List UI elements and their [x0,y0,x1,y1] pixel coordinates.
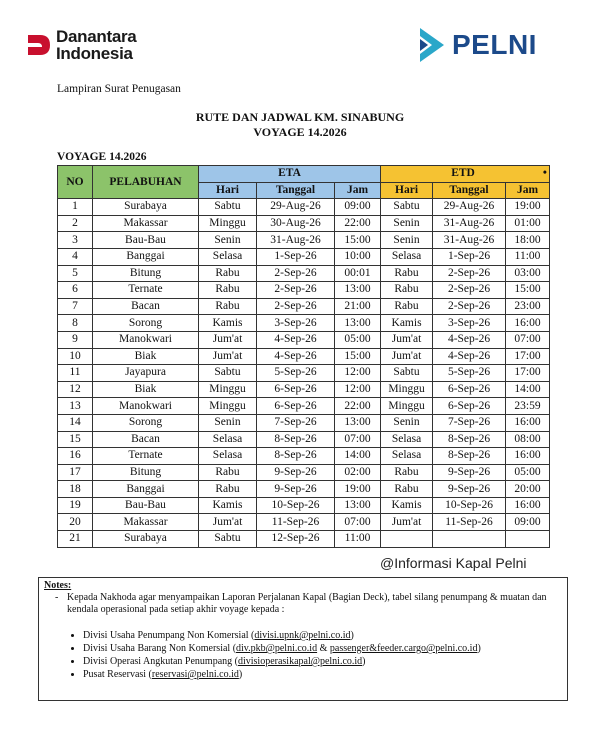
header-etd-tanggal: Tanggal [433,182,506,199]
cell-etd-time [506,531,550,548]
email-link[interactable]: div.pkb@pelni.co.id [236,643,318,654]
cell-port: Banggai [93,248,199,265]
table-voyage-label: VOYAGE 14.2026 [57,151,147,163]
cell-port: Bitung [93,265,199,282]
cell-eta-date: 30-Aug-26 [257,215,335,232]
cell-eta-day: Minggu [199,215,257,232]
cell-etd-day: Jum'at [381,348,433,365]
cell-no: 8 [58,315,93,332]
cell-etd-date: 9-Sep-26 [433,481,506,498]
cell-no: 6 [58,282,93,299]
notes-item [83,669,553,681]
cell-no: 12 [58,381,93,398]
cell-no: 7 [58,298,93,315]
cell-etd-time: 23:00 [506,298,550,315]
header-no: NO [58,166,93,199]
cell-etd-date: 31-Aug-26 [433,232,506,249]
cell-eta-day: Senin [199,414,257,431]
cell-no: 1 [58,199,93,216]
cell-etd-date: 8-Sep-26 [433,431,506,448]
table-row [58,265,550,282]
table-row [58,298,550,315]
notes-item-text: Divisi Operasi Angkutan Penumpang ( [83,656,238,667]
notes-item-end: ) [238,669,243,680]
table-row [58,232,550,249]
cell-no: 21 [58,531,93,548]
notes-item [83,643,553,655]
cell-etd-date: 2-Sep-26 [433,282,506,299]
cell-eta-time: 13:00 [335,497,381,514]
cell-etd-time: 03:00 [506,265,550,282]
header-eta-hari: Hari [199,182,257,199]
cell-eta-date: 7-Sep-26 [257,414,335,431]
notes-item-join: & [317,643,330,654]
pelni-logo-icon [418,26,446,64]
email-link[interactable]: reservasi@pelni.co.id [151,669,239,680]
cell-eta-time: 07:00 [335,431,381,448]
cell-etd-time: 16:00 [506,414,550,431]
document-title: RUTE DAN JADWAL KM. SINABUNG [195,110,405,124]
cell-etd-day: Rabu [381,464,433,481]
table-row [58,448,550,465]
cell-etd-date: 4-Sep-26 [433,331,506,348]
cell-etd-day: Senin [381,215,433,232]
cell-etd-day: Minggu [381,381,433,398]
notes-item [83,656,553,668]
cell-eta-time: 15:00 [335,232,381,249]
cell-eta-date: 2-Sep-26 [257,298,335,315]
cell-eta-time: 22:00 [335,398,381,415]
cell-etd-time: 16:00 [506,497,550,514]
cell-no: 2 [58,215,93,232]
cell-no: 15 [58,431,93,448]
table-row [58,381,550,398]
cell-etd-day: Sabtu [381,199,433,216]
cell-eta-day: Kamis [199,497,257,514]
cell-etd-day: Rabu [381,282,433,299]
document-subtitle: VOYAGE 14.2026 [253,125,347,139]
cell-eta-day: Minggu [199,398,257,415]
danantara-logo-icon [26,31,52,59]
cell-etd-time: 20:00 [506,481,550,498]
table-row [58,199,550,216]
header-etd [381,166,550,183]
cell-etd-date: 1-Sep-26 [433,248,506,265]
table-row [58,431,550,448]
header-etd-jam: Jam [506,182,550,199]
table-row [58,398,550,415]
cell-eta-day: Kamis [199,315,257,332]
cell-eta-time: 12:00 [335,381,381,398]
cell-eta-time: 11:00 [335,531,381,548]
header-eta: ETA [199,166,381,183]
cell-port: Sorong [93,414,199,431]
pelni-logo-text: PELNI [452,29,537,60]
schedule-table [57,165,550,548]
cell-port: Jayapura [93,365,199,382]
cell-eta-time: 14:00 [335,448,381,465]
cell-no: 11 [58,365,93,382]
cell-port: Ternate [93,448,199,465]
cell-no: 10 [58,348,93,365]
cell-port: Sorong [93,315,199,332]
cell-etd-date: 10-Sep-26 [433,497,506,514]
cell-eta-day: Rabu [199,464,257,481]
cell-etd-day: Senin [381,232,433,249]
cell-etd-time: 18:00 [506,232,550,249]
cell-eta-date: 31-Aug-26 [257,232,335,249]
cell-eta-date: 9-Sep-26 [257,464,335,481]
cell-eta-date: 6-Sep-26 [257,381,335,398]
cell-eta-day: Rabu [199,298,257,315]
notes-item-text: Divisi Usaha Barang Non Komersial ( [83,643,237,654]
cell-etd-date: 2-Sep-26 [433,265,506,282]
cell-eta-day: Sabtu [199,365,257,382]
cell-eta-day: Selasa [199,448,257,465]
table-row [58,514,550,531]
cell-port: Bau-Bau [93,497,199,514]
table-row [58,531,550,548]
cell-etd-day: Sabtu [381,365,433,382]
cell-etd-date: 11-Sep-26 [433,514,506,531]
cell-etd-day: Kamis [381,315,433,332]
cell-eta-date: 1-Sep-26 [257,248,335,265]
cell-etd-day: Rabu [381,265,433,282]
table-row [58,365,550,382]
cell-eta-day: Jum'at [199,348,257,365]
cell-eta-day: Selasa [199,248,257,265]
danantara-logo [26,28,136,62]
cell-no: 5 [58,265,93,282]
notes-item-end: ) [477,643,481,654]
cell-eta-time: 19:00 [335,481,381,498]
notes-box [38,577,568,701]
cell-eta-time: 13:00 [335,315,381,332]
cell-etd-time: 16:00 [506,315,550,332]
cell-eta-date: 3-Sep-26 [257,315,335,332]
cell-eta-time: 00:01 [335,265,381,282]
cell-port: Manokwari [93,398,199,415]
cell-eta-date: 9-Sep-26 [257,481,335,498]
cell-eta-time: 07:00 [335,514,381,531]
cell-no: 19 [58,497,93,514]
cell-no: 3 [58,232,93,249]
cell-eta-day: Jum'at [199,331,257,348]
cell-etd-date: 31-Aug-26 [433,215,506,232]
cell-port: Surabaya [93,531,199,548]
table-row [58,215,550,232]
cell-port: Ternate [93,282,199,299]
schedule-table-body [58,199,550,547]
cell-etd-date: 5-Sep-26 [433,365,506,382]
watermark: @Informasi Kapal Pelni [380,555,527,571]
cell-etd-date: 8-Sep-26 [433,448,506,465]
cell-port: Banggai [93,481,199,498]
pelni-logo [418,26,537,64]
cell-eta-time: 22:00 [335,215,381,232]
notes-intro: - Kepada Nakhoda agar menyampaikan Laporan Perjalanan Kapal (Bagian Deck), tabel silang penumpang & muatan dan kendala operasional pada setiap akhir voyage kepada : [55,592,547,615]
cell-port: Surabaya [93,199,199,216]
cell-etd-day: Selasa [381,448,433,465]
cell-eta-date: 12-Sep-26 [257,531,335,548]
cell-port: Bau-Bau [93,232,199,249]
cell-port: Bacan [93,431,199,448]
notes-intro-text: Kepada Nakhoda agar menyampaikan Laporan Perjalanan Kapal (Bagian Deck), tabel silang penumpang & muatan dan kendala operasional pada setiap akhir voyage kepada : [67,592,547,615]
cell-eta-time: 15:00 [335,348,381,365]
cell-etd-time: 16:00 [506,448,550,465]
header-etd-hari: Hari [381,182,433,199]
cell-etd-time: 19:00 [506,199,550,216]
table-row [58,414,550,431]
cell-port: Bitung [93,464,199,481]
cell-eta-day: Minggu [199,381,257,398]
cell-etd-date: 7-Sep-26 [433,414,506,431]
cell-port: Biak [93,381,199,398]
notes-item-end: ) [362,656,366,667]
cell-eta-time: 09:00 [335,199,381,216]
cell-eta-date: 8-Sep-26 [257,448,335,465]
cell-eta-day: Sabtu [199,199,257,216]
cell-eta-time: 02:00 [335,464,381,481]
cell-etd-day: Minggu [381,398,433,415]
cell-etd-day: Jum'at [381,331,433,348]
cell-etd-time: 23:59 [506,398,550,415]
cell-etd-date [433,531,506,548]
cell-eta-day: Sabtu [199,531,257,548]
cell-eta-date: 8-Sep-26 [257,431,335,448]
cell-etd-date: 2-Sep-26 [433,298,506,315]
header-pelabuhan: PELABUHAN [93,166,199,199]
cell-etd-day: Rabu [381,298,433,315]
danantara-logo-line1: Danantara [56,27,137,46]
header-etd-marker: • [542,167,547,180]
notes-item [83,630,553,642]
cell-etd-date: 29-Aug-26 [433,199,506,216]
cell-no: 13 [58,398,93,415]
cell-etd-time: 05:00 [506,464,550,481]
cell-eta-date: 2-Sep-26 [257,265,335,282]
cell-eta-time: 12:00 [335,365,381,382]
cell-no: 14 [58,414,93,431]
cell-etd-day: Senin [381,414,433,431]
email-link[interactable]: divisi.upnk@pelni.co.id [254,630,351,641]
cell-etd-date: 3-Sep-26 [433,315,506,332]
cell-eta-day: Rabu [199,265,257,282]
cell-no: 9 [58,331,93,348]
cell-etd-time: 09:00 [506,514,550,531]
cell-eta-date: 11-Sep-26 [257,514,335,531]
cell-port: Bacan [93,298,199,315]
cell-eta-date: 5-Sep-26 [257,365,335,382]
cell-eta-time: 13:00 [335,282,381,299]
cell-etd-time: 17:00 [506,365,550,382]
cell-etd-time: 14:00 [506,381,550,398]
table-row [58,464,550,481]
header-eta-jam: Jam [335,182,381,199]
danantara-logo-line2: Indonesia [56,44,133,63]
email-link[interactable]: divisioperasikapal@pelni.co.id [237,656,363,667]
cell-eta-date: 29-Aug-26 [257,199,335,216]
cell-eta-day: Jum'at [199,514,257,531]
table-row [58,282,550,299]
cell-etd-day: Rabu [381,481,433,498]
cell-etd-time: 01:00 [506,215,550,232]
cell-etd-time: 08:00 [506,431,550,448]
table-row [58,315,550,332]
cell-etd-time: 07:00 [506,331,550,348]
header-etd-label: ETD [451,167,475,180]
cell-etd-day: Kamis [381,497,433,514]
cell-eta-date: 2-Sep-26 [257,282,335,299]
table-row [58,481,550,498]
cell-eta-date: 4-Sep-26 [257,331,335,348]
cell-eta-day: Rabu [199,282,257,299]
cell-etd-date: 9-Sep-26 [433,464,506,481]
cell-port: Makassar [93,215,199,232]
header-eta-tanggal: Tanggal [257,182,335,199]
cell-eta-time: 13:00 [335,414,381,431]
cell-eta-time: 05:00 [335,331,381,348]
cell-eta-day: Senin [199,232,257,249]
cell-port: Makassar [93,514,199,531]
notes-title: Notes: [44,580,72,591]
cell-etd-date: 6-Sep-26 [433,381,506,398]
email-link[interactable]: passenger&feeder.cargo@pelni.co.id [329,643,478,654]
cell-etd-time: 17:00 [506,348,550,365]
cell-etd-day: Jum'at [381,514,433,531]
cell-no: 16 [58,448,93,465]
attachment-label: Lampiran Surat Penugasan [57,83,181,95]
notes-item-end: ) [350,630,354,641]
cell-no: 17 [58,464,93,481]
cell-port: Biak [93,348,199,365]
cell-port: Manokwari [93,331,199,348]
table-row [58,348,550,365]
notes-item-text: Pusat Reservasi ( [83,669,152,680]
cell-etd-time: 15:00 [506,282,550,299]
cell-etd-date: 6-Sep-26 [433,398,506,415]
cell-etd-time: 11:00 [506,248,550,265]
cell-no: 20 [58,514,93,531]
cell-eta-date: 6-Sep-26 [257,398,335,415]
notes-list [69,630,553,682]
cell-etd-day: Selasa [381,248,433,265]
cell-etd-day [381,531,433,548]
table-row [58,331,550,348]
cell-etd-date: 4-Sep-26 [433,348,506,365]
cell-eta-time: 10:00 [335,248,381,265]
notes-item-text: Divisi Usaha Penumpang Non Komersial ( [83,630,255,641]
table-row [58,248,550,265]
cell-eta-day: Selasa [199,431,257,448]
cell-eta-date: 4-Sep-26 [257,348,335,365]
cell-no: 18 [58,481,93,498]
cell-eta-time: 21:00 [335,298,381,315]
cell-eta-day: Rabu [199,481,257,498]
cell-no: 4 [58,248,93,265]
table-row [58,497,550,514]
cell-eta-date: 10-Sep-26 [257,497,335,514]
cell-etd-day: Selasa [381,431,433,448]
